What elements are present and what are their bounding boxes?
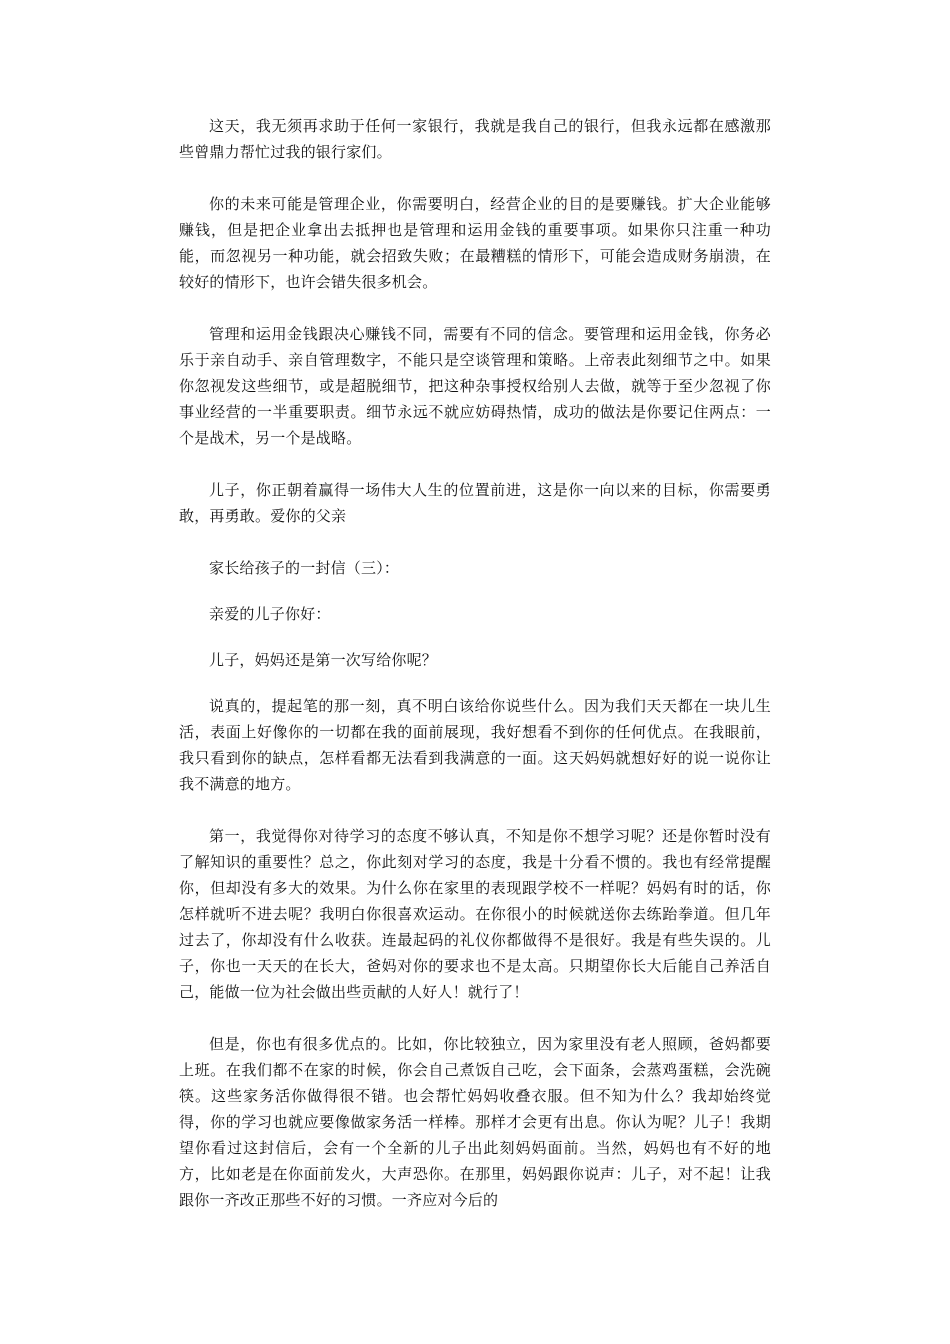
paragraph-first-point: 第一，我觉得你对待学习的态度不够认真，不知是你不想学习呢？还是你暂时没有了解知识的重要性？总之，你此刻对学习的态度，我是十分看不惯的。我也有经常提醒你，但却没有多大的效果。为什么你在家里的表现跟学校不一样呢？妈妈有时的话，你怎样就听不进去呢？我明白你很喜欢运动。在你很小的时候就送你去练跆拳道。但几年过去了，你却没有什么收获。连最起码的礼仪你都做得不是很好。我是有些失误的。儿子，你也一天天的在长大，爸妈对你的要求也不是太高。只期望你长大后能自己养活自己，能做一位为社会做出些贡献的人好人！就行了！ [179,827,771,1001]
paragraph-managing-enterprise: 你的未来可能是管理企业，你需要明白，经营企业的目的是要赚钱。扩大企业能够赚钱，但是把企业拿出去抵押也是管理和运用金钱的重要事项。如果你只注重一种功能，而忽视另一种功能，就会招致失败；在最糟糕的情形下，可能会造成财务崩溃，在较好的情形下，也许会错失很多机会。 [179,195,771,291]
paragraph-strengths: 但是，你也有很多优点的。比如，你比较独立，因为家里没有老人照顾，爸妈都要上班。在我们都不在家的时候，你会自己煮饭自己吃，会下面条，会蒸鸡蛋糕，会洗碗筷。这些家务活你做得很不错。也会帮忙妈妈收叠衣服。但不知为什么？我却始终觉得，你的学习也就应要像做家务活一样棒。那样才会更有出息。你认为呢？儿子！我期望你看过这封信后，会有一个全新的儿子出此刻妈妈面前。当然，妈妈也有不好的地方，比如老是在你面前发火，大声恐你。在那里，妈妈跟你说声：儿子，对不起！让我跟你一齐改正那些不好的习惯。一齐应对今后的 [179,1035,771,1209]
document-body [179,113,771,1239]
paragraph-managing-money: 管理和运用金钱跟决心赚钱不同，需要有不同的信念。要管理和运用金钱，你务必乐于亲自动手、亲自管理数字，不能只是空谈管理和策略。上帝表此刻细节之中。如果你忽视发这些细节，或是超脱细节，把这种杂事授权给别人去做，就等于至少忽视了你事业经营的一半重要职责。细节永远不就应妨碍热情，成功的做法是你要记住两点：一个是战术，另一个是战略。 [179,325,771,447]
paragraph-first-letter: 儿子，妈妈还是第一次写给你呢？ [209,651,438,669]
paragraph-honestly: 说真的，提起笔的那一刻，真不明白该给你说些什么。因为我们天天都在一块儿生活，表面上好像你的一切都在我的面前展现，我好想看不到你的任何优点。在我眼前，我只看到你的缺点，怎样看都无法看到我满意的一面。这天妈妈就想好好的说一说你让我不满意的地方。 [179,697,771,793]
letter-greeting: 亲爱的儿子你好： [209,605,331,623]
letter-heading: 家长给孩子的一封信（三）： [209,559,400,577]
paragraph-banker-thanks: 这天，我无须再求助于任何一家银行，我就是我自己的银行，但我永远都在感激那些曾鼎力帮忙过我的银行家们。 [179,117,771,161]
paragraph-father-closing: 儿子，你正朝着赢得一场伟大人生的位置前进，这是你一向以来的目标，你需要勇敢，再勇敢。爱你的父亲 [179,481,771,525]
